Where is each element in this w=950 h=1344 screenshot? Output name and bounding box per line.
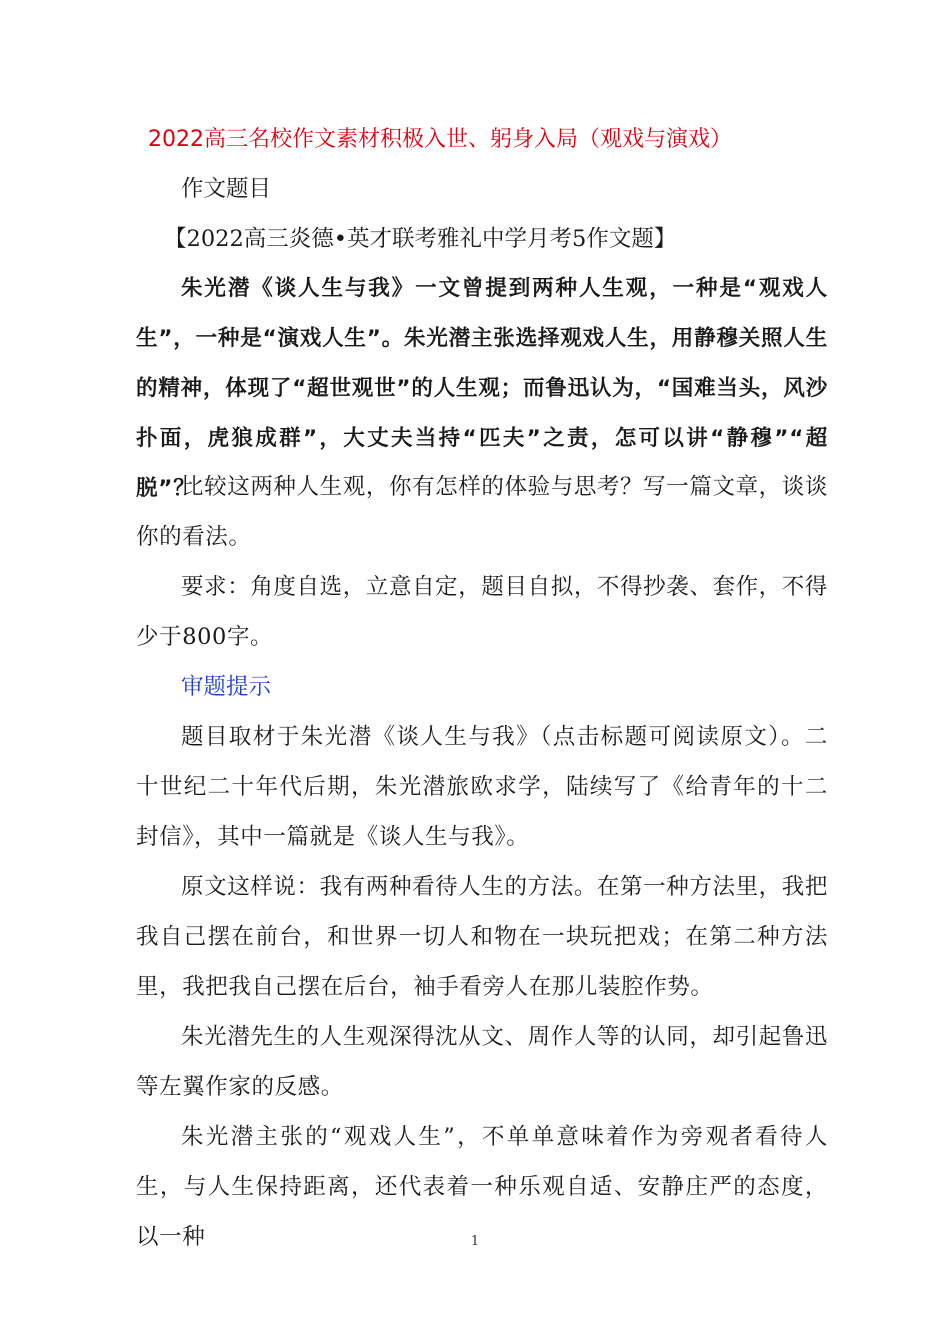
section-heading-hint-link[interactable]: 审题提示 xyxy=(181,674,272,700)
prompt-requirements-paragraph: 要求：角度自选，立意自定，题目自拟，不得抄袭、套作，不得少于800字。 xyxy=(136,574,828,650)
prompt-material-paragraph: 朱光潜《谈人生与我》一文曾提到两种人生观，一种是“观戏人生”，一种是“演戏人生”。朱光潜主张选择观戏人生，用静穆关照人生的精神，体现了“超世观世”的人生观；而鲁迅认为，“国难当头，风沙扑面，虎狼成群”，大丈夫当持“匹夫”之责，怎可以讲“静穆”“超脱”？ xyxy=(136,276,828,501)
document-title: 2022高三名校作文素材积极入世、躬身入局（观戏与演戏） xyxy=(148,127,732,152)
prompt-source-line: 【2022高三炎德•英才联考雅礼中学月考5作文题】 xyxy=(164,226,677,252)
hint-paragraph-1: 题目取材于朱光潜《谈人生与我》（点击标题可阅读原文）。二十世纪二十年代后期，朱光潜旅欧求学，陆续写了《给青年的十二封信》，其中一篇就是《谈人生与我》。 xyxy=(136,724,828,850)
prompt-task-paragraph: 比较这两种人生观，你有怎样的体验与思考？写一篇文章，谈谈你的看法。 xyxy=(136,474,828,550)
hint-paragraph-2: 原文这样说：我有两种看待人生的方法。在第一种方法里，我把我自己摆在前台，和世界一切人和物在一块玩把戏；在第二种方法里，我把我自己摆在后台，袖手看旁人在那儿装腔作势。 xyxy=(136,874,828,1000)
hint-paragraph-4: 朱光潜主张的“观戏人生”，不单单意味着作为旁观者看待人生，与人生保持距离，还代表着一种乐观自适、安静庄严的态度，以一种 xyxy=(136,1124,828,1250)
page-number: 1 xyxy=(470,1234,480,1249)
hint-paragraph-3: 朱光潜先生的人生观深得沈从文、周作人等的认同，却引起鲁迅等左翼作家的反感。 xyxy=(136,1024,828,1100)
section-heading-prompt: 作文题目 xyxy=(181,176,272,202)
